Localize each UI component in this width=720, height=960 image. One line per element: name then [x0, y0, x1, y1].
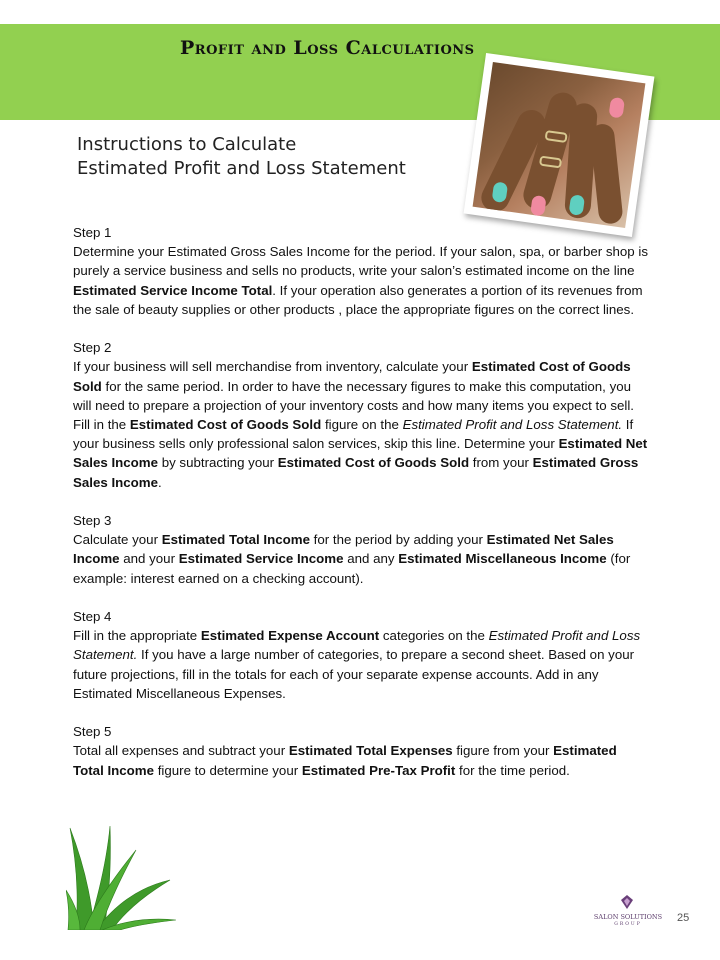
- step-text-segment: Fill in the appropriate: [73, 628, 201, 644]
- step-text: [73, 628, 640, 701]
- step-text-segment: for the time period.: [455, 762, 570, 778]
- bold-term: Estimated Total Income: [73, 743, 617, 778]
- heading-line-1: Instructions to Calculate: [77, 134, 297, 155]
- step-5: [73, 722, 648, 780]
- step-text-segment: If you have a large number of categories, to prepare a second sheet. Based on your future projections, fill in the totals for each of your separate expense accounts. Add in any Estimated Miscellaneous Expenses.: [73, 647, 635, 701]
- step-text-segment: from your: [469, 455, 533, 471]
- step-text-segment: figure from your: [452, 743, 554, 759]
- section-heading: [77, 133, 406, 181]
- step-text-segment: Total all expenses and subtract your: [73, 743, 289, 759]
- italic-term: Estimated Profit and Loss Statement.: [402, 417, 623, 433]
- bold-term: Estimated Cost of Goods Sold: [277, 455, 470, 471]
- bold-term: Estimated Miscellaneous Income: [398, 551, 607, 567]
- bold-term: Estimated Total Expenses: [288, 743, 453, 759]
- step-text-segment: . If your operation also generates a portion of its revenues from the sale of beauty supplies or other products , place the appropriate figures on the correct lines.: [73, 282, 643, 317]
- salon-solutions-logo: [592, 894, 664, 932]
- step-label: Step 5: [73, 724, 112, 740]
- logo-name: SALON SOLUTIONS: [593, 913, 663, 921]
- step-text-segment: and your: [119, 551, 179, 567]
- step-text-segment: for the period by adding your: [309, 532, 487, 548]
- step-text: [73, 359, 647, 489]
- logo-mark-icon: [619, 894, 635, 910]
- logo-subtitle: GROUP: [614, 922, 642, 927]
- step-text-segment: Calculate your: [73, 532, 162, 548]
- step-label: Step 3: [73, 513, 112, 529]
- bold-term: Estimated Net Sales Income: [73, 436, 648, 471]
- step-2: [73, 338, 648, 492]
- bold-term: Estimated Expense Account: [200, 628, 380, 644]
- step-text-segment: (for example: interest earned on a checking account).: [73, 551, 631, 586]
- nails-photo: [464, 53, 655, 237]
- step-1: [73, 223, 648, 319]
- step-text-segment: by subtracting your: [158, 455, 278, 471]
- bold-term: Estimated Net Sales Income: [73, 532, 614, 567]
- step-text-segment: figure on the: [321, 417, 403, 433]
- step-label: Step 4: [73, 609, 112, 625]
- bold-term: Estimated Service Income Total: [73, 282, 273, 298]
- step-text-segment: categories on the: [379, 628, 489, 644]
- step-label: Step 1: [73, 225, 112, 240]
- bold-term: Estimated Gross Sales Income: [73, 455, 639, 490]
- step-4: [73, 607, 648, 703]
- bold-term: Estimated Total Income: [161, 532, 310, 548]
- page-number: 25: [677, 912, 690, 924]
- bold-term: Estimated Pre-Tax Profit: [301, 762, 456, 778]
- step-label: Step 2: [73, 340, 112, 356]
- step-text-segment: If your business will sell merchandise from inventory, calculate your: [73, 359, 472, 375]
- step-text: [73, 743, 617, 777]
- step-text: [73, 244, 648, 317]
- instructions-body: [73, 223, 648, 799]
- bold-term: Estimated Service Income: [178, 551, 344, 567]
- step-text-segment: If your business sells only professional salon services, skip this line. Determine your: [73, 417, 634, 452]
- step-text-segment: and any: [343, 551, 399, 567]
- step-3: [73, 511, 648, 588]
- italic-term: Estimated Profit and Loss Statement.: [73, 628, 641, 663]
- step-text-segment: Determine your Estimated Gross Sales Income for the period. If your salon, spa, or barber shop is purely a service business and sells no products, write your salon’s estimated income on the line: [73, 244, 648, 279]
- page-title: Profit and Loss Calculations: [180, 37, 475, 59]
- step-text: [73, 532, 630, 585]
- bold-term: Estimated Cost of Goods Sold: [129, 417, 322, 433]
- aloe-plant-image: [66, 820, 176, 930]
- step-text-segment: for the same period. In order to have the necessary figures to make this computation, you will need to prepare a projection of your inventory costs and how many items you expect to sell. Fill in the: [73, 378, 634, 433]
- heading-line-2: Estimated Profit and Loss Statement: [77, 158, 406, 179]
- step-text-segment: figure to determine your: [154, 762, 302, 778]
- step-text-segment: .: [158, 474, 162, 490]
- bold-term: Estimated Cost of Goods Sold: [73, 359, 631, 394]
